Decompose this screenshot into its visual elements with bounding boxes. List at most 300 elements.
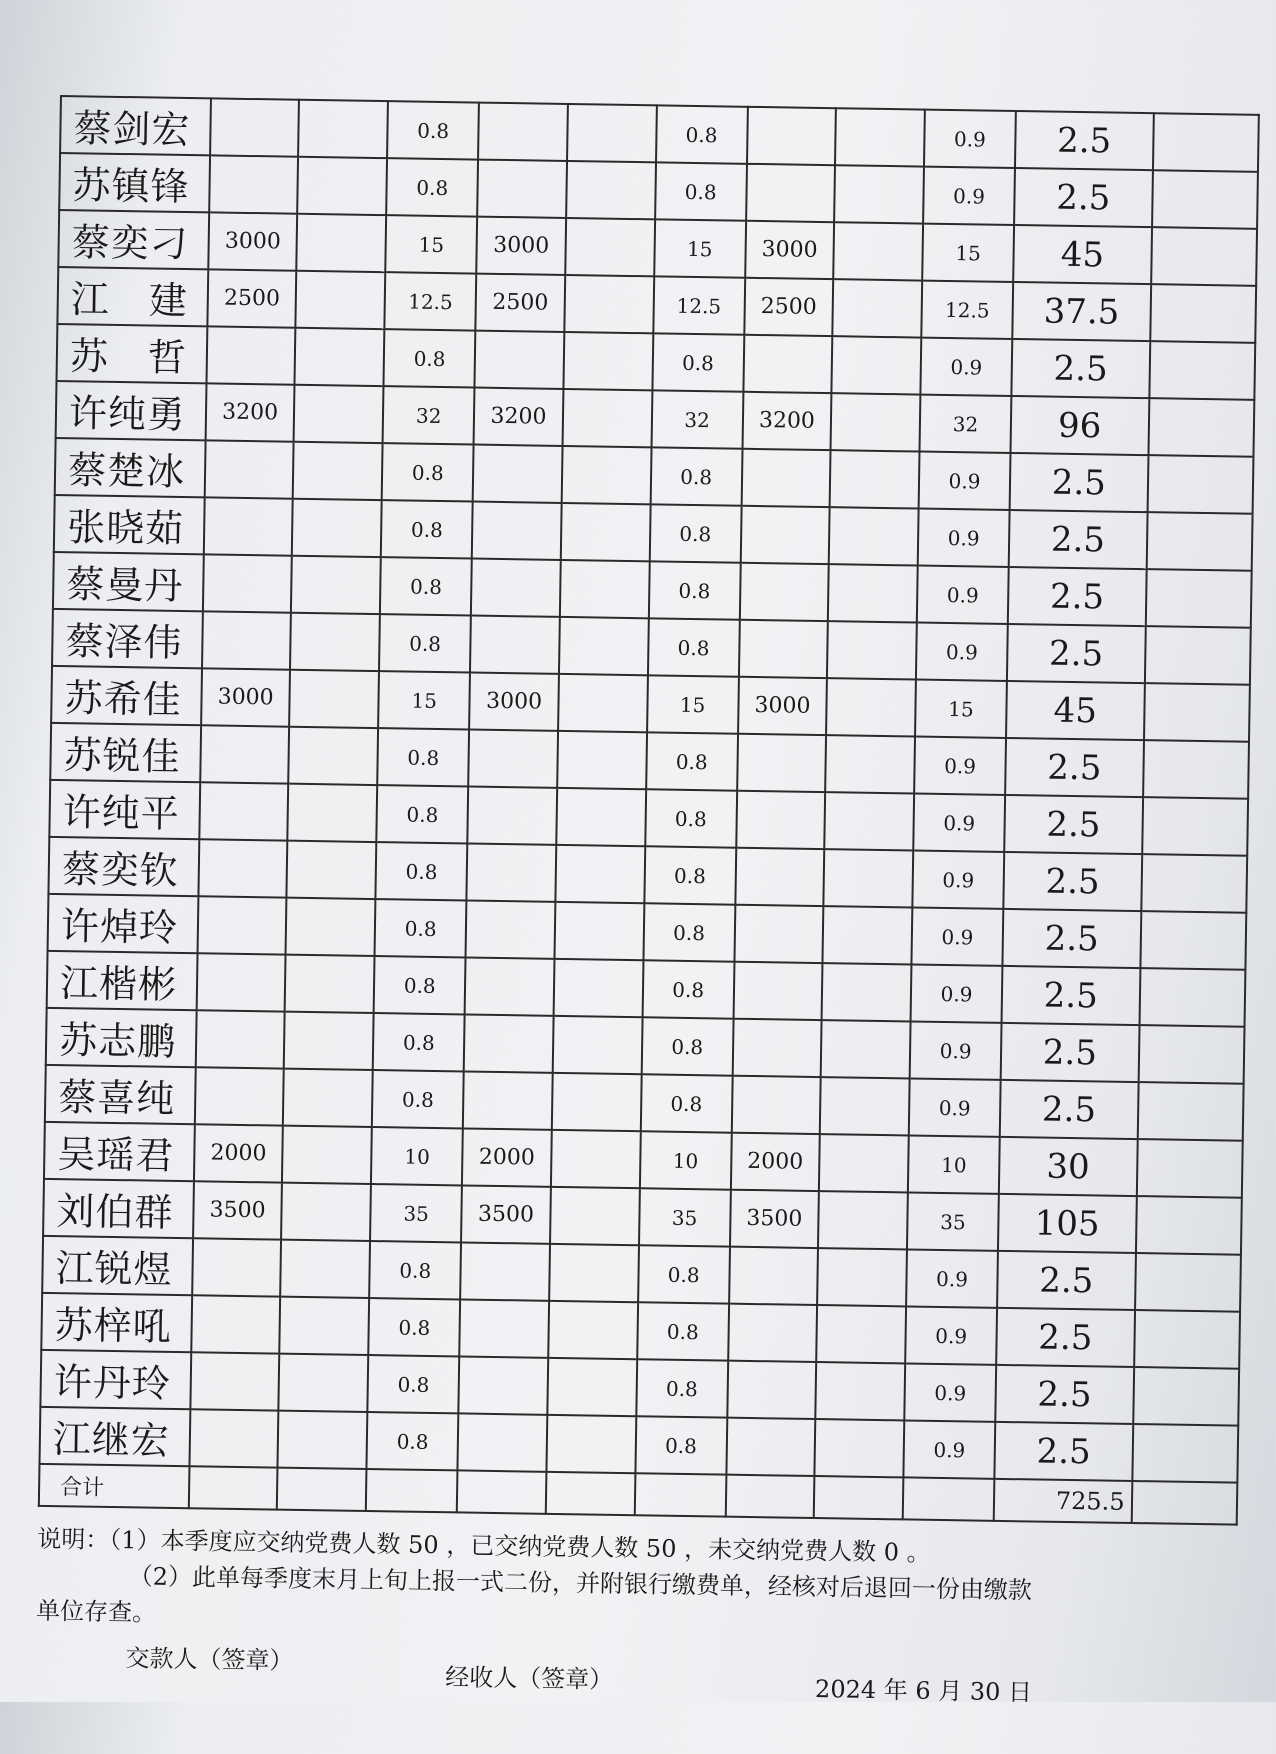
table-cell bbox=[1144, 683, 1250, 742]
table-cell bbox=[1151, 227, 1257, 286]
table-cell bbox=[287, 841, 377, 899]
table-cell bbox=[283, 1069, 373, 1127]
member-name: 蔡泽伟 bbox=[52, 609, 203, 668]
table-cell: 2500 bbox=[476, 274, 566, 332]
table-cell bbox=[634, 1473, 726, 1516]
table-cell bbox=[826, 678, 916, 736]
table-cell bbox=[475, 331, 565, 389]
table-cell bbox=[278, 1411, 368, 1469]
table-cell bbox=[288, 784, 378, 842]
table-cell: 0.8 bbox=[642, 960, 734, 1018]
note-line-2: （2）此单每季度末月上旬上报一式二份，并附银行缴费单，经核对后退回一份由缴款 bbox=[128, 1562, 1033, 1605]
table-cell bbox=[195, 1067, 285, 1125]
table-cell bbox=[560, 560, 650, 618]
table-cell bbox=[824, 849, 914, 907]
table-cell bbox=[546, 1415, 636, 1473]
table-cell: 0.9 bbox=[903, 1420, 995, 1478]
table-cell bbox=[903, 1477, 995, 1520]
table-cell bbox=[195, 1010, 285, 1068]
table-cell bbox=[279, 1354, 369, 1412]
table-cell bbox=[549, 1244, 639, 1302]
table-cell bbox=[819, 1134, 909, 1192]
table-cell bbox=[741, 449, 831, 507]
table-cell bbox=[284, 1012, 374, 1070]
table-cell: 0.8 bbox=[641, 1017, 733, 1075]
table-cell: 0.8 bbox=[384, 329, 476, 387]
table-cell: 0.8 bbox=[368, 1355, 460, 1413]
table-cell bbox=[832, 336, 922, 394]
table-cell bbox=[828, 564, 918, 622]
table-cell: 0.8 bbox=[382, 443, 474, 501]
member-name: 许丹玲 bbox=[40, 1350, 191, 1409]
table-cell bbox=[815, 1419, 905, 1477]
member-name: 江锐煜 bbox=[42, 1236, 193, 1295]
table-cell bbox=[564, 275, 654, 333]
table-cell bbox=[555, 845, 645, 903]
table-cell bbox=[548, 1301, 638, 1359]
table-cell: 0.9 bbox=[905, 1306, 997, 1364]
table-cell bbox=[280, 1297, 370, 1355]
table-cell bbox=[470, 616, 560, 674]
table-cell bbox=[746, 164, 836, 222]
table-cell bbox=[1153, 113, 1259, 172]
table-cell bbox=[817, 1305, 907, 1363]
table-cell bbox=[189, 1466, 278, 1509]
row-total: 2.5 bbox=[1000, 1080, 1138, 1139]
table-cell bbox=[559, 617, 649, 675]
table-cell bbox=[725, 1475, 814, 1518]
table-cell: 12.5 bbox=[385, 272, 477, 330]
table-cell: 2000 bbox=[730, 1133, 820, 1191]
row-total: 2.5 bbox=[1005, 738, 1143, 797]
table-cell bbox=[1145, 569, 1251, 628]
row-total: 2.5 bbox=[1010, 453, 1148, 512]
member-name: 许纯平 bbox=[49, 780, 200, 839]
table-cell bbox=[192, 1238, 282, 1296]
table-cell bbox=[727, 1361, 817, 1419]
row-total: 2.5 bbox=[997, 1251, 1135, 1310]
member-name: 江继宏 bbox=[39, 1407, 190, 1466]
table-cell bbox=[190, 1352, 280, 1410]
table-cell bbox=[463, 1071, 553, 1129]
table-cell bbox=[295, 328, 385, 386]
table-cell bbox=[296, 271, 386, 329]
table-cell bbox=[1143, 740, 1249, 799]
table-cell bbox=[830, 450, 920, 508]
member-name: 苏锐佳 bbox=[50, 723, 201, 782]
member-name: 吴瑶君 bbox=[44, 1122, 195, 1181]
table-cell bbox=[206, 326, 296, 384]
table-cell bbox=[1149, 341, 1255, 400]
table-cell bbox=[293, 442, 383, 500]
table-cell: 0.9 bbox=[906, 1249, 998, 1307]
table-cell bbox=[460, 1242, 550, 1300]
table-cell: 3200 bbox=[474, 388, 564, 446]
table-cell: 0.8 bbox=[381, 500, 473, 558]
table-cell: 15 bbox=[654, 219, 746, 277]
table-cell bbox=[1131, 1481, 1237, 1525]
table-cell bbox=[1136, 1196, 1242, 1255]
table-cell: 0.9 bbox=[923, 167, 1015, 225]
table-cell: 3200 bbox=[205, 383, 295, 441]
table-cell: 0.8 bbox=[373, 1013, 465, 1071]
member-name: 苏梓吼 bbox=[41, 1293, 192, 1352]
table-cell bbox=[1144, 626, 1250, 685]
table-cell bbox=[282, 1126, 372, 1184]
table-cell bbox=[294, 385, 384, 443]
table-cell: 0.9 bbox=[904, 1363, 996, 1421]
table-cell: 3000 bbox=[208, 212, 298, 270]
member-name: 张晓茹 bbox=[54, 495, 205, 554]
table-cell bbox=[189, 1409, 279, 1467]
table-cell bbox=[835, 108, 925, 166]
table-cell bbox=[209, 155, 299, 213]
table-cell bbox=[467, 843, 557, 901]
row-total: 2.5 bbox=[1001, 1023, 1139, 1082]
table-cell bbox=[203, 554, 293, 612]
table-cell: 0.8 bbox=[368, 1298, 460, 1356]
table-cell bbox=[1142, 797, 1248, 856]
table-cell bbox=[729, 1247, 819, 1305]
table-cell bbox=[566, 161, 656, 219]
table-cell: 0.9 bbox=[910, 1021, 1002, 1079]
table-cell: 3000 bbox=[476, 217, 566, 275]
table-cell: 0.9 bbox=[911, 964, 1003, 1022]
table-cell bbox=[831, 393, 921, 451]
row-total: 2.5 bbox=[995, 1365, 1133, 1424]
table-cell: 0.8 bbox=[638, 1245, 730, 1303]
table-cell: 2500 bbox=[207, 269, 297, 327]
table-cell bbox=[1133, 1367, 1239, 1426]
table-cell: 0.9 bbox=[918, 509, 1010, 567]
table-cell bbox=[291, 556, 381, 614]
table-cell bbox=[736, 791, 826, 849]
fee-document bbox=[34, 95, 1276, 1754]
table-cell bbox=[553, 1016, 643, 1074]
table-cell: 15 bbox=[647, 675, 739, 733]
table-cell: 0.8 bbox=[640, 1074, 732, 1132]
table-cell: 0.9 bbox=[912, 907, 1004, 965]
table-cell bbox=[1148, 398, 1254, 457]
table-cell: 0.9 bbox=[924, 110, 1016, 168]
table-cell bbox=[834, 222, 924, 280]
table-cell bbox=[1152, 170, 1258, 229]
table-cell bbox=[820, 1077, 910, 1135]
table-cell bbox=[459, 1356, 549, 1414]
table-cell: 15 bbox=[385, 215, 477, 273]
table-cell bbox=[827, 621, 917, 679]
row-total: 30 bbox=[999, 1137, 1137, 1196]
table-cell: 0.8 bbox=[635, 1416, 727, 1474]
table-cell: 0.8 bbox=[652, 333, 744, 391]
table-cell bbox=[735, 848, 825, 906]
table-cell bbox=[825, 735, 915, 793]
table-cell: 0.8 bbox=[636, 1359, 728, 1417]
table-cell bbox=[289, 727, 379, 785]
table-cell bbox=[202, 611, 292, 669]
table-cell: 32 bbox=[651, 390, 743, 448]
member-name: 许纯勇 bbox=[56, 381, 207, 440]
summary-total: 725.5 bbox=[994, 1479, 1132, 1523]
row-total: 2.5 bbox=[1015, 111, 1153, 170]
table-cell: 10 bbox=[371, 1127, 463, 1185]
table-cell bbox=[299, 100, 389, 158]
table-cell: 0.9 bbox=[909, 1078, 1001, 1136]
note-line-3: 单位存查。 bbox=[35, 1596, 157, 1627]
table-cell: 12.5 bbox=[921, 281, 1013, 339]
table-cell bbox=[1150, 284, 1256, 343]
table-cell bbox=[477, 160, 567, 218]
receiver-signature: 经收人（签章） bbox=[444, 1663, 614, 1694]
table-cell bbox=[733, 962, 823, 1020]
row-total: 45 bbox=[1006, 681, 1144, 740]
table-cell bbox=[561, 503, 651, 561]
table-cell bbox=[292, 499, 382, 557]
table-cell bbox=[366, 1469, 458, 1512]
table-cell: 0.9 bbox=[914, 737, 1006, 795]
table-cell bbox=[747, 107, 837, 165]
table-cell bbox=[823, 906, 913, 964]
table-cell bbox=[1134, 1310, 1240, 1369]
table-cell bbox=[1136, 1139, 1242, 1198]
table-cell bbox=[550, 1187, 640, 1245]
table-cell: 0.8 bbox=[367, 1412, 459, 1470]
table-cell: 0.8 bbox=[372, 1070, 464, 1128]
table-cell bbox=[814, 1476, 903, 1519]
table-cell: 0.8 bbox=[648, 618, 740, 676]
table-cell: 15 bbox=[378, 671, 470, 729]
table-cell: 2000 bbox=[462, 1128, 552, 1186]
member-name: 蔡喜纯 bbox=[45, 1065, 196, 1124]
table-cell bbox=[562, 389, 652, 447]
table-cell bbox=[1135, 1253, 1241, 1312]
table-cell bbox=[732, 1019, 822, 1077]
table-cell: 3000 bbox=[469, 673, 559, 731]
table-cell: 0.8 bbox=[649, 504, 741, 562]
table-cell: 0.8 bbox=[369, 1241, 461, 1299]
table-cell bbox=[825, 792, 915, 850]
table-cell: 0.8 bbox=[637, 1302, 729, 1360]
table-cell bbox=[816, 1362, 906, 1420]
member-name: 蔡奕刁 bbox=[58, 210, 209, 269]
table-cell bbox=[740, 506, 830, 564]
member-name: 蔡奕钦 bbox=[48, 837, 199, 896]
row-total: 96 bbox=[1011, 396, 1149, 455]
member-name: 蔡曼丹 bbox=[53, 552, 204, 611]
table-cell: 3500 bbox=[730, 1190, 820, 1248]
table-cell bbox=[210, 98, 300, 156]
table-cell bbox=[743, 335, 833, 393]
member-name: 蔡剑宏 bbox=[60, 96, 211, 155]
table-cell: 3000 bbox=[745, 221, 835, 279]
row-total: 2.5 bbox=[1002, 909, 1140, 968]
table-cell bbox=[563, 332, 653, 390]
table-cell: 35 bbox=[639, 1188, 731, 1246]
table-cell bbox=[1141, 854, 1247, 913]
table-cell bbox=[818, 1191, 908, 1249]
table-cell bbox=[554, 902, 644, 960]
table-cell bbox=[281, 1240, 371, 1298]
table-cell bbox=[468, 730, 558, 788]
table-cell: 3500 bbox=[193, 1181, 283, 1239]
table-cell bbox=[565, 218, 655, 276]
row-total: 2.5 bbox=[1002, 966, 1140, 1025]
table-cell bbox=[739, 620, 829, 678]
table-cell bbox=[731, 1076, 821, 1134]
table-cell bbox=[567, 104, 657, 162]
table-cell: 0.8 bbox=[646, 732, 738, 790]
table-cell: 0.8 bbox=[374, 956, 466, 1014]
table-cell: 3000 bbox=[738, 677, 828, 735]
table-cell bbox=[282, 1183, 372, 1241]
table-cell bbox=[200, 725, 290, 783]
table-cell bbox=[547, 1358, 637, 1416]
table-cell bbox=[558, 674, 648, 732]
table-cell: 3200 bbox=[742, 392, 832, 450]
table-cell bbox=[285, 955, 375, 1013]
table-cell bbox=[737, 734, 827, 792]
table-cell: 0.8 bbox=[377, 785, 469, 843]
table-cell bbox=[1139, 968, 1245, 1027]
table-cell bbox=[1137, 1082, 1243, 1141]
table-cell bbox=[1140, 911, 1246, 970]
table-cell bbox=[478, 103, 568, 161]
member-name: 苏希佳 bbox=[51, 666, 202, 725]
table-cell: 35 bbox=[370, 1184, 462, 1242]
table-cell bbox=[834, 165, 924, 223]
member-name: 刘伯群 bbox=[43, 1179, 194, 1238]
row-total: 2.5 bbox=[994, 1422, 1132, 1481]
member-name: 江楷彬 bbox=[47, 951, 198, 1010]
table-cell: 0.8 bbox=[380, 557, 472, 615]
table-cell: 15 bbox=[915, 680, 1007, 738]
table-cell: 0.9 bbox=[917, 566, 1009, 624]
table-cell: 0.8 bbox=[655, 162, 747, 220]
row-total: 2.5 bbox=[1003, 852, 1141, 911]
table-cell: 0.9 bbox=[913, 794, 1005, 852]
table-cell bbox=[556, 788, 646, 846]
row-total: 2.5 bbox=[1007, 624, 1145, 683]
table-cell bbox=[199, 782, 289, 840]
table-cell bbox=[204, 497, 294, 555]
table-cell bbox=[191, 1295, 281, 1353]
table-cell: 0.9 bbox=[912, 850, 1004, 908]
note-line-1: 说明：（1）本季度应交纳党费人数 50 ，已交纳党费人数 50 ，未交纳党费人数 0 。 bbox=[37, 1524, 931, 1567]
table-cell bbox=[829, 507, 919, 565]
member-name: 苏 哲 bbox=[57, 324, 208, 383]
table-cell: 0.8 bbox=[644, 846, 736, 904]
table-cell bbox=[562, 446, 652, 504]
row-total: 105 bbox=[998, 1194, 1136, 1253]
table-cell bbox=[728, 1304, 818, 1362]
table-cell bbox=[286, 898, 376, 956]
member-name: 苏志鹏 bbox=[46, 1008, 197, 1067]
row-total: 37.5 bbox=[1012, 282, 1150, 341]
member-name: 许焯玲 bbox=[48, 894, 199, 953]
table-cell: 3500 bbox=[461, 1185, 551, 1243]
table-cell bbox=[552, 1073, 642, 1131]
table-cell: 0.8 bbox=[656, 105, 748, 163]
party-fee-table bbox=[38, 95, 1260, 1526]
table-cell bbox=[465, 957, 555, 1015]
table-cell: 0.8 bbox=[379, 614, 471, 672]
report-date: 2024 年 6 月 30 日 bbox=[814, 1675, 1033, 1707]
table-cell bbox=[546, 1472, 635, 1515]
member-name: 蔡楚冰 bbox=[55, 438, 206, 497]
table-cell bbox=[198, 839, 288, 897]
table-cell bbox=[197, 896, 287, 954]
table-cell: 0.8 bbox=[376, 842, 468, 900]
table-cell bbox=[473, 445, 563, 503]
table-cell: 0.9 bbox=[919, 452, 1011, 510]
table-cell bbox=[297, 214, 387, 272]
table-cell bbox=[459, 1299, 549, 1357]
row-total: 2.5 bbox=[1009, 510, 1147, 569]
row-total: 2.5 bbox=[1008, 567, 1146, 626]
row-total: 45 bbox=[1013, 225, 1151, 284]
table-cell bbox=[290, 670, 380, 728]
table-cell: 15 bbox=[922, 224, 1014, 282]
table-cell bbox=[471, 559, 561, 617]
table-cell bbox=[817, 1248, 907, 1306]
table-cell bbox=[1138, 1025, 1244, 1084]
table-cell: 0.8 bbox=[386, 158, 478, 216]
table-cell: 0.8 bbox=[643, 903, 735, 961]
table-cell bbox=[457, 1470, 546, 1513]
table-cell: 32 bbox=[920, 395, 1012, 453]
table-cell bbox=[1147, 455, 1253, 514]
table-cell bbox=[298, 157, 388, 215]
row-total: 2.5 bbox=[1014, 168, 1152, 227]
table-cell bbox=[551, 1130, 641, 1188]
table-cell bbox=[726, 1418, 816, 1476]
table-cell bbox=[464, 1014, 554, 1072]
table-cell: 0.8 bbox=[650, 447, 742, 505]
table-cell: 2000 bbox=[194, 1124, 284, 1182]
table-cell: 0.9 bbox=[920, 338, 1012, 396]
table-cell: 35 bbox=[907, 1192, 999, 1250]
row-total: 2.5 bbox=[1011, 339, 1149, 398]
table-cell bbox=[554, 959, 644, 1017]
table-cell bbox=[833, 279, 923, 337]
table-cell: 10 bbox=[908, 1135, 1000, 1193]
table-cell bbox=[467, 786, 557, 844]
table-cell: 2500 bbox=[744, 278, 834, 336]
table-cell bbox=[739, 563, 829, 621]
table-cell bbox=[1146, 512, 1252, 571]
table-cell bbox=[466, 900, 556, 958]
member-name: 苏镇锋 bbox=[59, 153, 210, 212]
table-cell: 10 bbox=[640, 1131, 732, 1189]
table-body bbox=[39, 96, 1258, 1483]
table-cell: 0.8 bbox=[387, 101, 479, 159]
table-cell: 0.8 bbox=[375, 899, 467, 957]
table-cell: 0.8 bbox=[648, 561, 740, 619]
table-cell: 0.9 bbox=[916, 623, 1008, 681]
table-cell bbox=[290, 613, 380, 671]
table-cell: 0.8 bbox=[645, 789, 737, 847]
table-cell bbox=[204, 440, 294, 498]
table-cell bbox=[734, 905, 824, 963]
table-cell bbox=[1132, 1424, 1238, 1483]
table-cell bbox=[196, 953, 286, 1011]
table-cell bbox=[822, 963, 912, 1021]
table-cell bbox=[277, 1468, 366, 1511]
row-total: 2.5 bbox=[996, 1308, 1134, 1367]
row-total: 2.5 bbox=[1004, 795, 1142, 854]
table-cell: 3000 bbox=[201, 668, 291, 726]
table-cell bbox=[472, 502, 562, 560]
